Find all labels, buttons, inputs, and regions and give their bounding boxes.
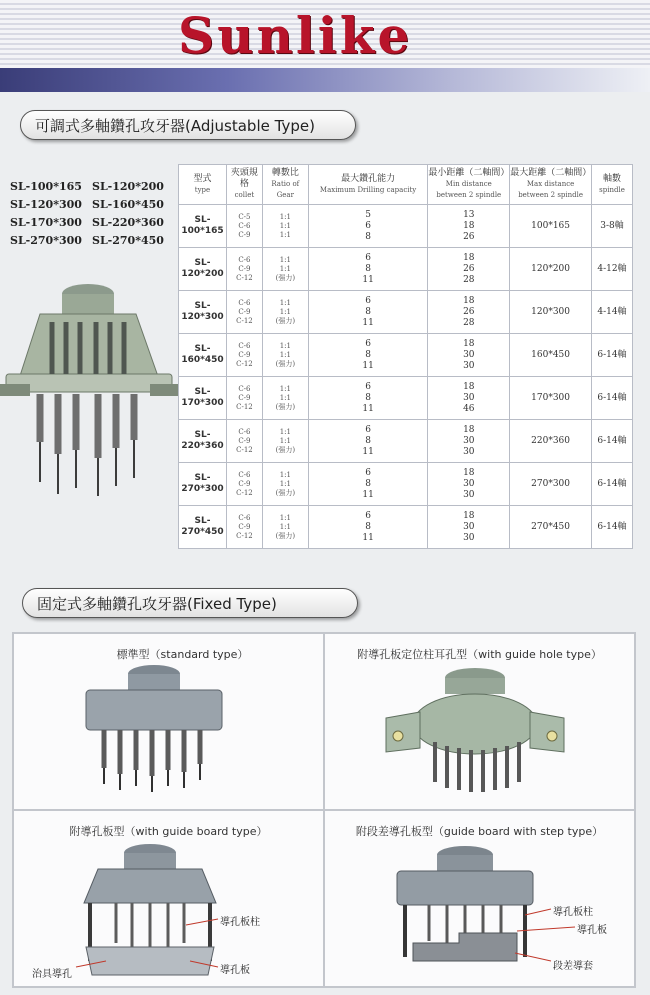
row-max-distance: 120*200 bbox=[510, 248, 592, 291]
callout-fixture-hole: 治具導孔 bbox=[32, 969, 72, 980]
row-capacity: 6 8 11 bbox=[308, 506, 428, 549]
guide-board-type-caption: 附導孔板型（with guide board type） bbox=[69, 825, 268, 838]
spec-row bbox=[179, 506, 633, 549]
spec-row bbox=[179, 205, 633, 248]
row-max-distance: 220*360 bbox=[510, 420, 592, 463]
col-collet: 夾頭規格 collet bbox=[226, 165, 262, 205]
guide-hole-type-panel bbox=[324, 633, 635, 810]
model-list-row bbox=[10, 232, 170, 250]
row-min-distance: 18 30 30 bbox=[428, 334, 510, 377]
row-model: SL-170*300 bbox=[179, 377, 227, 420]
standard-type-photo bbox=[74, 664, 224, 794]
col-min-distance: 最小距離（二軸間） Min distance between 2 spindle bbox=[428, 165, 510, 205]
model-name: SL-120*300 bbox=[10, 198, 82, 211]
row-model: SL-160*450 bbox=[179, 334, 227, 377]
row-spindle: 6-14軸 bbox=[592, 377, 633, 420]
row-capacity: 6 8 11 bbox=[308, 334, 428, 377]
adjustable-drill-head-photo bbox=[0, 282, 178, 500]
callout-guide-post: 導孔板柱 bbox=[220, 917, 260, 928]
guide-board-type-panel bbox=[13, 810, 324, 987]
row-min-distance: 18 26 28 bbox=[428, 248, 510, 291]
row-spindle: 6-14軸 bbox=[592, 334, 633, 377]
header-gradient-stripe bbox=[0, 68, 650, 92]
callout-step-sleeve: 段差導套 bbox=[553, 961, 593, 972]
row-ratio: 1:1 1:1 1:1 bbox=[262, 205, 308, 248]
adjustable-type-title: 可調式多軸鑽孔攻牙器(Adjustable Type) bbox=[20, 110, 356, 140]
row-spindle: 4-12軸 bbox=[592, 248, 633, 291]
row-capacity: 5 6 8 bbox=[308, 205, 428, 248]
model-list-row bbox=[10, 196, 170, 214]
col-spindle: 軸數 spindle bbox=[592, 165, 633, 205]
model-list-row bbox=[10, 178, 170, 196]
row-model: SL-100*165 bbox=[179, 205, 227, 248]
row-ratio: 1:1 1:1 (强力) bbox=[262, 420, 308, 463]
row-spindle: 6-14軸 bbox=[592, 506, 633, 549]
row-collet: C-6 C-9 C-12 bbox=[226, 377, 262, 420]
model-name: SL-100*165 bbox=[10, 180, 82, 193]
spec-row bbox=[179, 291, 633, 334]
row-collet: C-6 C-9 C-12 bbox=[226, 463, 262, 506]
row-max-distance: 170*300 bbox=[510, 377, 592, 420]
spec-row bbox=[179, 334, 633, 377]
row-max-distance: 270*300 bbox=[510, 463, 592, 506]
guide-hole-type-caption: 附導孔板定位柱耳孔型（with guide hole type） bbox=[357, 648, 602, 661]
spec-table bbox=[178, 164, 633, 549]
spec-row bbox=[179, 248, 633, 291]
spec-row bbox=[179, 420, 633, 463]
row-collet: C-6 C-9 C-12 bbox=[226, 291, 262, 334]
row-ratio: 1:1 1:1 (强力) bbox=[262, 506, 308, 549]
row-max-distance: 270*450 bbox=[510, 506, 592, 549]
row-ratio: 1:1 1:1 (强力) bbox=[262, 291, 308, 334]
model-list-row bbox=[10, 214, 170, 232]
model-list bbox=[10, 178, 170, 250]
spec-row bbox=[179, 377, 633, 420]
spec-table-header bbox=[179, 165, 633, 205]
spec-row bbox=[179, 463, 633, 506]
row-model: SL-270*450 bbox=[179, 506, 227, 549]
row-model: SL-270*300 bbox=[179, 463, 227, 506]
col-type: 型式 type bbox=[179, 165, 227, 205]
col-max-distance: 最大距離（二軸間） Max distance between 2 spindle bbox=[510, 165, 592, 205]
row-model: SL-120*300 bbox=[179, 291, 227, 334]
callout-guide-post: 導孔板柱 bbox=[553, 907, 593, 918]
callout-guide-board: 導孔板 bbox=[577, 925, 607, 936]
row-min-distance: 18 30 46 bbox=[428, 377, 510, 420]
row-model: SL-220*360 bbox=[179, 420, 227, 463]
row-ratio: 1:1 1:1 (强力) bbox=[262, 463, 308, 506]
row-min-distance: 18 30 30 bbox=[428, 420, 510, 463]
model-name: SL-160*450 bbox=[92, 198, 164, 211]
row-model: SL-120*200 bbox=[179, 248, 227, 291]
header-banner bbox=[0, 0, 650, 92]
row-collet: C-6 C-9 C-12 bbox=[226, 334, 262, 377]
standard-type-caption: 標準型（standard type） bbox=[116, 648, 249, 661]
row-max-distance: 160*450 bbox=[510, 334, 592, 377]
row-capacity: 6 8 11 bbox=[308, 248, 428, 291]
row-min-distance: 18 26 28 bbox=[428, 291, 510, 334]
standard-type-panel bbox=[13, 633, 324, 810]
col-ratio: 轉數比 Ratio of Gear bbox=[262, 165, 308, 205]
model-name: SL-270*450 bbox=[92, 234, 164, 247]
row-min-distance: 13 18 26 bbox=[428, 205, 510, 248]
fixed-type-grid bbox=[12, 632, 636, 988]
step-guide-board-type-panel bbox=[324, 810, 635, 987]
row-collet: C-6 C-9 C-12 bbox=[226, 506, 262, 549]
row-collet: C-6 C-9 C-12 bbox=[226, 420, 262, 463]
row-collet: C-5 C-6 C-9 bbox=[226, 205, 262, 248]
brand-logo: Sunlike bbox=[178, 6, 413, 65]
row-ratio: 1:1 1:1 (强力) bbox=[262, 377, 308, 420]
model-name: SL-270*300 bbox=[10, 234, 82, 247]
row-ratio: 1:1 1:1 (强力) bbox=[262, 248, 308, 291]
row-capacity: 6 8 11 bbox=[308, 377, 428, 420]
model-name: SL-220*360 bbox=[92, 216, 164, 229]
row-min-distance: 18 30 30 bbox=[428, 463, 510, 506]
callout-lines bbox=[14, 811, 324, 987]
guide-hole-type-photo bbox=[380, 666, 570, 796]
row-max-distance: 120*300 bbox=[510, 291, 592, 334]
row-capacity: 6 8 11 bbox=[308, 420, 428, 463]
model-name: SL-120*200 bbox=[92, 180, 164, 193]
row-collet: C-6 C-9 C-12 bbox=[226, 248, 262, 291]
row-min-distance: 18 30 30 bbox=[428, 506, 510, 549]
row-capacity: 6 8 11 bbox=[308, 291, 428, 334]
callout-guide-board: 導孔板 bbox=[220, 965, 250, 976]
row-ratio: 1:1 1:1 (强力) bbox=[262, 334, 308, 377]
row-spindle: 6-14軸 bbox=[592, 420, 633, 463]
row-capacity: 6 8 11 bbox=[308, 463, 428, 506]
row-spindle: 3-8軸 bbox=[592, 205, 633, 248]
model-name: SL-170*300 bbox=[10, 216, 82, 229]
row-max-distance: 100*165 bbox=[510, 205, 592, 248]
col-capacity: 最大鑽孔能力 Maximum Drilling capacity bbox=[308, 165, 428, 205]
fixed-type-title: 固定式多軸鑽孔攻牙器(Fixed Type) bbox=[22, 588, 358, 618]
row-spindle: 6-14軸 bbox=[592, 463, 633, 506]
step-guide-board-type-caption: 附段差導孔板型（guide board with step type） bbox=[355, 825, 604, 838]
row-spindle: 4-14軸 bbox=[592, 291, 633, 334]
